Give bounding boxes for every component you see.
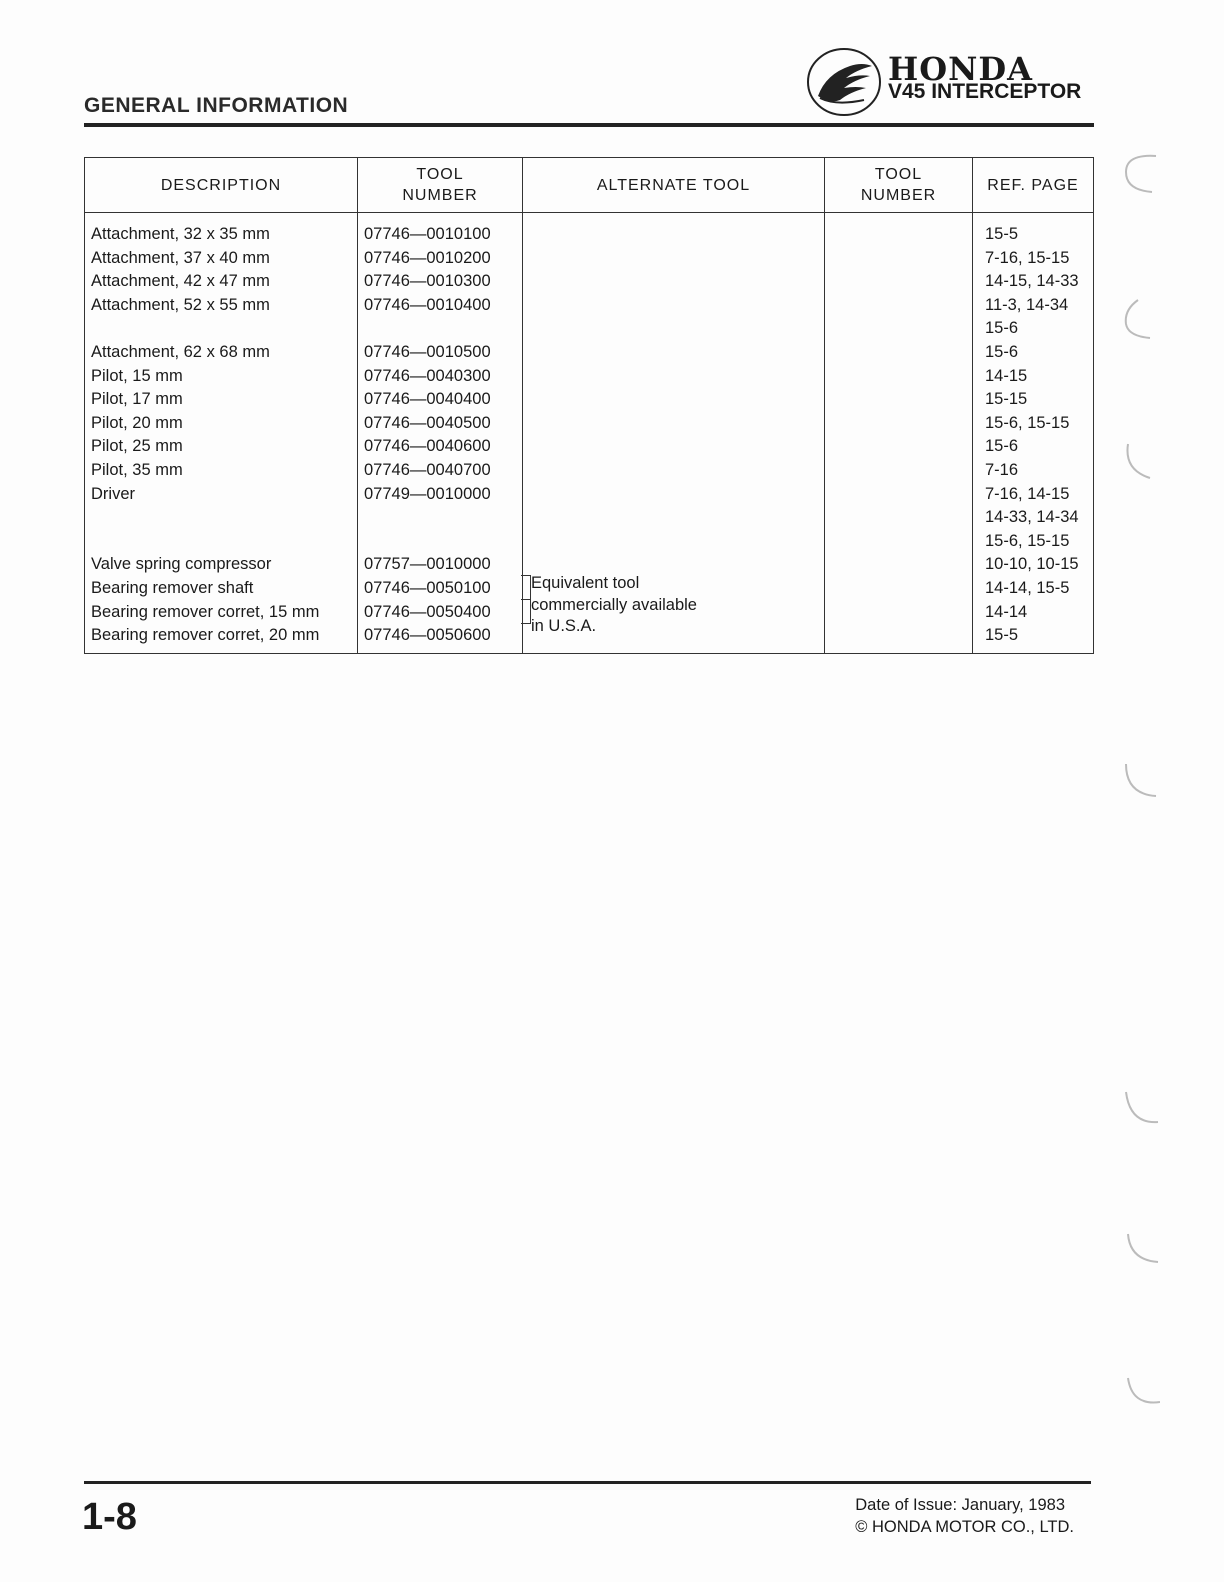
ref-page: 11-3, 14-34 (985, 295, 1069, 314)
tool-number: 07746—0010500 (364, 342, 491, 361)
binder-ring-icon (1116, 1088, 1160, 1132)
alternate-note-line: Equivalent tool (531, 574, 640, 592)
ref-page: 15-6 (985, 437, 1019, 456)
brand-name: HONDA (888, 50, 1033, 88)
tool-description: Bearing remover corret, 15 mm (91, 602, 320, 621)
tool-description: Pilot, 20 mm (91, 413, 183, 432)
tool-description: Valve spring compressor (91, 555, 272, 574)
tool-description: Pilot, 15 mm (91, 366, 183, 385)
spacer (85, 317, 357, 341)
spacer (85, 530, 357, 554)
tool-number: 07746—0040600 (364, 437, 491, 456)
ref-page-column (973, 213, 1094, 654)
spacer (358, 506, 522, 530)
ref-page: 14-14 (985, 602, 1028, 621)
binder-ring-icon (1116, 296, 1160, 340)
special-tools-table (84, 157, 1094, 654)
tool-description: Attachment, 52 x 55 mm (91, 295, 270, 314)
bracket-tick (521, 623, 531, 624)
alternate-tool-column (523, 213, 825, 654)
tool-number: 07746—0050100 (364, 578, 491, 597)
tool-description: Pilot, 25 mm (91, 437, 183, 456)
tool-number-column (358, 213, 523, 654)
table-body-row (85, 213, 1094, 654)
ref-page: 15-5 (985, 225, 1019, 243)
alternate-note-line: commercially available (531, 595, 697, 614)
section-title: GENERAL INFORMATION (84, 94, 349, 117)
ref-page: 15-6, 15-15 (985, 531, 1070, 550)
ref-page: 14-14, 15-5 (985, 578, 1070, 597)
tool-number: 07746—0040700 (364, 460, 491, 479)
tool-number: 07746—0010100 (364, 225, 491, 243)
ref-page: 14-33, 14-34 (985, 508, 1079, 527)
ref-page: 15-15 (985, 390, 1028, 409)
binder-ring-icon (1116, 440, 1160, 484)
spacer (85, 506, 357, 530)
tool-number: 07746—0010300 (364, 272, 491, 291)
page-number: 1-8 (82, 1496, 137, 1538)
issue-info (855, 1494, 1074, 1538)
header-tool-number: TOOL NUMBER (358, 158, 523, 213)
tool-number: 07746—0050600 (364, 626, 491, 645)
binder-ring-icon (1116, 760, 1160, 804)
tool-number: 07746—0050400 (364, 602, 491, 621)
header-rule (84, 123, 1094, 127)
issue-date: Date of Issue: January, 1983 (855, 1496, 1066, 1514)
header-ref-page: REF. PAGE (973, 158, 1094, 213)
header-alternate-tool: ALTERNATE TOOL (523, 158, 825, 213)
tool-description: Bearing remover shaft (91, 578, 254, 597)
tool-description: Attachment, 37 x 40 mm (91, 248, 270, 267)
tool-number: 07746—0040400 (364, 390, 491, 409)
alternate-note-line: in U.S.A. (531, 617, 597, 635)
tool-description: Driver (91, 484, 135, 503)
binder-ring-icon (1116, 1226, 1160, 1270)
tool-description: Attachment, 32 x 35 mm (91, 225, 270, 243)
header-alternate-tool-number: TOOL NUMBER (825, 158, 973, 213)
ref-page: 14-15 (985, 366, 1028, 385)
tool-description: Attachment, 62 x 68 mm (91, 342, 270, 361)
footer-rule (84, 1481, 1091, 1484)
description-column (85, 213, 358, 654)
tool-description: Bearing remover corret, 20 mm (91, 626, 320, 645)
tool-description: Pilot, 35 mm (91, 460, 183, 479)
spacer (358, 317, 522, 341)
tool-number: 07746—0010200 (364, 248, 491, 267)
tool-number: 07749—0010000 (364, 484, 491, 503)
tool-number: 07746—0040500 (364, 413, 491, 432)
binder-ring-icon (1116, 150, 1160, 194)
ref-page: 7-16, 15-15 (985, 248, 1070, 267)
ref-page: 10-10, 10-15 (985, 555, 1079, 574)
alternate-tool-number-column (825, 213, 973, 654)
model-name: V45 INTERCEPTOR (888, 80, 1082, 103)
ref-page: 15-6 (985, 319, 1019, 338)
copyright: © HONDA MOTOR CO., LTD. (855, 1518, 1074, 1536)
tool-description: Attachment, 42 x 47 mm (91, 272, 270, 291)
ref-page: 15-6 (985, 342, 1019, 361)
ref-page: 7-16, 14-15 (985, 484, 1070, 503)
ref-page: 15-5 (985, 626, 1019, 645)
tool-number: 07746—0040300 (364, 366, 491, 385)
ref-page: 14-15, 14-33 (985, 272, 1079, 291)
table-header-row (85, 158, 1094, 213)
tool-number: 07757—0010000 (364, 555, 491, 574)
tool-number: 07746—0010400 (364, 295, 491, 314)
spacer (358, 530, 522, 554)
ref-page: 15-6, 15-15 (985, 413, 1070, 432)
binder-ring-icon (1116, 1370, 1160, 1414)
tool-description: Pilot, 17 mm (91, 390, 183, 409)
honda-wing-logo-icon (806, 44, 882, 120)
header-description: DESCRIPTION (85, 158, 358, 213)
alternate-tool-note (531, 573, 697, 638)
ref-page: 7-16 (985, 460, 1019, 479)
